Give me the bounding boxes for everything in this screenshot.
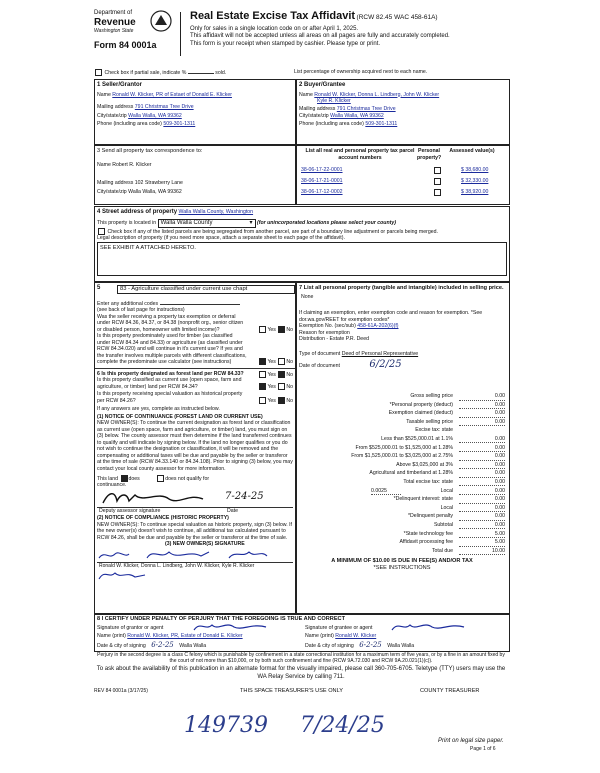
see-back-note: (see back of last page for instructions) xyxy=(97,307,185,313)
accessibility-notice: To ask about the availability of this publication in an alternate format for the visually impaired, please call 360-705-6705. Teletype (TTY) users may use the WA Relay Service by calling 711. xyxy=(96,666,506,680)
exemption-reason-label: Reason for exemption xyxy=(299,329,350,336)
does-label: does xyxy=(128,475,140,482)
grantor-name[interactable]: Ronald W. Klicker, PR, Estate of Donald E. Klicker xyxy=(127,633,243,639)
tech-fee-label: *State technology fee xyxy=(403,530,453,537)
tax-row-value[interactable]: 0.00 xyxy=(459,462,505,470)
assessor-signature-row xyxy=(95,489,295,507)
tax-row-label: Gross selling price xyxy=(410,393,453,399)
does-not-label: does not qualify for xyxy=(165,475,210,482)
grantee-date[interactable]: 6-2-25 xyxy=(359,641,382,649)
parcel-row xyxy=(301,167,505,174)
correspondence-section xyxy=(94,145,296,205)
receipt-number: 149739 xyxy=(184,713,268,738)
buyer-section xyxy=(296,79,510,145)
no-label: No xyxy=(286,397,293,404)
seller-city-label: City/state/zip xyxy=(97,112,127,119)
new-owner-signatures xyxy=(95,548,295,562)
delinq-interest-value[interactable]: 0.00 xyxy=(459,496,505,504)
tax-row-value[interactable]: 0.00 xyxy=(459,410,505,418)
parcel-col-header-3: Assessed value(s) xyxy=(449,148,495,154)
parcel-value[interactable]: $ 38,680.00 xyxy=(461,167,489,173)
local2-value[interactable]: 0.00 xyxy=(459,505,505,513)
exemption-intro: If claiming an exemption, enter exemption code and reason for exemption. *See dor.wa.gov/REET for exemption codes* xyxy=(299,310,483,323)
page-number: Page 1 of 6 xyxy=(470,746,496,752)
county-note: (for unincorporated locations please select your county) xyxy=(257,219,396,226)
seller-name[interactable]: Ronald W. Klicker, PR of Estaet of Donald E. Klicker xyxy=(112,91,232,98)
parcel-value[interactable]: $ 38,920.00 xyxy=(461,189,489,195)
correspondence-heading: 3 Send all property tax correspondence to: xyxy=(97,148,203,154)
buyer-city-label: City/state/zip xyxy=(299,113,329,119)
county-treasurer: COUNTY TREASURER xyxy=(420,688,480,694)
grantor-city[interactable]: Walla Walla xyxy=(179,643,207,649)
grantee-signature[interactable] xyxy=(390,621,470,632)
minimum-note: A MINIMUM OF $10.00 IS DUE IN FEE(S) AND/OR TAX xyxy=(331,558,473,565)
subtotal-value[interactable]: 0.00 xyxy=(459,522,505,530)
local2-row xyxy=(299,505,505,514)
grantee-city[interactable]: Walla Walla xyxy=(387,643,415,649)
grantee-name-label: Name (print) xyxy=(305,633,334,639)
historic-question: Is this property receiving special valuation as historical property per RCW 84.26? xyxy=(97,391,243,404)
subtotal-row xyxy=(299,522,505,531)
county-value: Walla Walla County xyxy=(160,219,213,226)
doc-type-label: Type of document xyxy=(299,350,341,357)
historic-yes-checkbox[interactable] xyxy=(259,397,266,404)
header-note1: Only for sales in a single location code on or after April 1, 2025. xyxy=(190,25,359,32)
tax-row xyxy=(299,462,505,471)
notice2-heading: (2) NOTICE OF COMPLIANCE (HISTORIC PROPERTY) xyxy=(97,515,229,522)
grantee-signature-label: Signature of grantee or agent xyxy=(305,625,373,631)
grantor-date-label: Date & city of signing xyxy=(97,643,146,649)
tax-row-value[interactable]: 0.00 xyxy=(459,419,505,427)
county-label: This property is located in xyxy=(97,219,157,226)
grantee-date-label: Date & city of signing xyxy=(305,643,354,649)
tax-row-value[interactable]: 0.00 xyxy=(459,445,505,453)
assessor-date: 7-24-25 xyxy=(225,490,264,502)
doc-date[interactable]: 6/2/25 xyxy=(369,359,402,371)
rev-number: REV 84 0001a (3/17/25) xyxy=(94,688,148,694)
assessor-signature-label: Deputy assessor signature xyxy=(99,507,161,514)
personal-property-checkbox[interactable] xyxy=(434,178,441,185)
chevron-down-icon: ▾ xyxy=(249,219,253,226)
certification-section xyxy=(94,614,510,652)
local2-label: Local xyxy=(440,504,453,511)
current-use-question: Is this property classified as current use (open space, farm and agriculture, or timber) land per RCW 84.34? xyxy=(97,377,242,390)
tax-row-label: Total excise tax: state xyxy=(403,478,453,485)
tax-row xyxy=(299,479,505,488)
legal-paper-note: Print on legal size paper. xyxy=(438,738,504,744)
tax-row-label: Exemption claimed (deduct) xyxy=(388,410,453,417)
buyer-name-1[interactable]: Ronald W. Klicker, Donna L. Lindberg, John W. Klicker xyxy=(314,91,440,98)
yes-label: Yes xyxy=(267,383,276,390)
proc-fee-row xyxy=(299,539,505,548)
header-divider xyxy=(180,12,181,56)
tax-row-value[interactable]: 0.00 xyxy=(459,470,505,478)
ownership-note: List percentage of ownership acquired next to each name. xyxy=(294,69,428,75)
form-rcw: (RCW 82.45 WAC 458-61A) xyxy=(356,14,438,21)
tax-row-label: Agricultural and timberland at 1.28% xyxy=(369,470,453,477)
timber-question: Is this property predominately used for timber (as classified under RCW 84.34 and 84.33) or agriculture (as classified under RCW 84.34.020) and will continue in it's current use? If yes and the transfer involves multiple parcels with different classifications, complete the predominate use calculator (see instructions) xyxy=(97,333,247,365)
seller-name-label: Name xyxy=(97,91,111,98)
header-note2: This affidavit will not be accepted unless all areas on all pages are fully and accurately completed. xyxy=(190,33,450,40)
notice1-heading: (1) NOTICE OF CONTINUANCE (FOREST LAND OR CURRENT USE) xyxy=(97,413,263,420)
delinq-penalty-label: *Delinquent penalty xyxy=(408,513,453,520)
assessor-signature[interactable] xyxy=(99,489,219,507)
doc-type[interactable]: Deed of Personal Representative xyxy=(341,350,419,357)
dept-logo xyxy=(94,10,154,34)
dept-line1: Department of xyxy=(94,10,133,16)
buyer-heading: 2 Buyer/Grantee xyxy=(299,82,346,88)
property-section xyxy=(94,206,510,282)
tax-row-value[interactable]: 0.00 xyxy=(459,393,505,401)
tax-row xyxy=(299,393,505,402)
buyer-phone[interactable]: 509-301-1311 xyxy=(365,120,398,127)
seller-heading: 1 Seller/Grantor xyxy=(97,82,143,88)
tech-fee-row xyxy=(299,531,505,540)
parcel-col-header-1: List all real and personal property tax parcel account numbers xyxy=(305,148,415,161)
yes-label: Yes xyxy=(267,397,276,404)
tax-row xyxy=(299,419,505,428)
current-use-yes-checkbox[interactable] xyxy=(259,383,266,390)
yes-label: Yes xyxy=(267,359,276,365)
no-label: No xyxy=(286,383,293,390)
stamp-date: 7/24/25 xyxy=(300,713,385,738)
tax-row-label: Above $3,025,000 at 3% xyxy=(396,461,453,468)
proc-fee-label: Affidavit processing fee xyxy=(399,539,453,546)
use-code-value: 83 - Agriculture classified under current use chapt xyxy=(120,286,248,292)
notice3-heading: (3) NEW OWNER(S) SIGNATURE xyxy=(165,541,245,548)
tax-row xyxy=(299,427,505,436)
logo-emblem xyxy=(150,10,172,32)
notice1-body: NEW OWNER(S): To continue the current designation as forest land or classification as current use (open space, farm and agriculture, or timber) land, you must sign on (3) below. The county assessor must then determine if the land transferred continues to qualify and will indicate by signing below. If the land no longer qualifies or you do not wish to continue the designation or classification, it will be removed and the compensating or additional taxes will be due and payable by the seller or transferor at the time of sale (RCW 84.33.140 or 84.34.108). Prior to signing (3) below, you may contact your local county assessor for more information. xyxy=(97,420,293,472)
tax-row-label: From $1,525,000.01 to $3,025,000 at 2.75% xyxy=(351,453,453,460)
seller-section xyxy=(94,79,296,145)
tax-row-value[interactable]: 0.00 xyxy=(459,479,505,487)
parcel-row xyxy=(301,189,505,196)
no-label: No xyxy=(286,371,293,378)
tax-row-value[interactable]: 0.00 xyxy=(459,402,505,410)
local-rate[interactable]: 0.0025 xyxy=(371,488,401,496)
buyer-mail[interactable]: 791 Christmas Tree Drive xyxy=(336,105,396,112)
tax-row xyxy=(299,402,505,411)
dept-line2: Revenue xyxy=(94,16,136,28)
does-not-qualify-checkbox[interactable] xyxy=(157,475,164,482)
seller-city[interactable]: Walla Walla, WA 99362 xyxy=(128,112,182,119)
parcel-row xyxy=(301,178,505,185)
street-address[interactable]: Walla Walla County, Washington xyxy=(178,209,254,215)
form-number: Form 84 0001a xyxy=(94,40,157,50)
grantor-signature[interactable] xyxy=(192,621,272,632)
buyer-name-2[interactable]: Kyle R. Klicker xyxy=(317,98,351,104)
assessor-date-label: Date xyxy=(227,507,238,514)
partial-sale-label: Check box if partial sale, indicate % xyxy=(104,69,187,76)
correspondence-city[interactable]: City/state/zip Walla Walla, WA 99362 xyxy=(97,188,182,195)
county-select[interactable] xyxy=(158,219,256,229)
treasurer-only: THIS SPACE TREASURER'S USE ONLY xyxy=(240,688,344,694)
tax-row-value[interactable]: 0.00 xyxy=(459,453,505,461)
legal-text: SEE EXHIBIT A ATTACHED HERETO. xyxy=(100,244,196,251)
tech-fee-value[interactable]: 5.00 xyxy=(459,531,505,539)
no-label: No xyxy=(286,359,293,365)
q2-yes-checkbox[interactable] xyxy=(259,358,266,365)
tax-row-label: Less than $525,000.01 at 1.1% xyxy=(381,435,453,442)
tax-row-label: *Personal property (deduct) xyxy=(389,401,453,408)
use-code-select[interactable] xyxy=(117,285,295,294)
buyer-name-label: Name xyxy=(299,91,313,98)
tax-row-label: Taxable selling price xyxy=(406,418,453,425)
tax-section xyxy=(296,282,510,614)
delinq-interest-label: *Delinquent interest: state xyxy=(393,496,453,503)
notice2-body: NEW OWNER(S): To continue special valuation as historic property, sign (3) below. If the new owner(s) doesn't wish to continue, all additional tax calculated pursuant to RCW 84.26, shall be due and payable by the seller or transferor at the time of sale. xyxy=(97,521,292,541)
partial-sale-suffix: sold. xyxy=(215,69,227,76)
any-yes-note: If any answers are yes, complete as instructed below. xyxy=(97,406,220,412)
additional-codes-label: Enter any additional codes xyxy=(97,300,159,307)
seller-mail-label: Mailing address xyxy=(97,104,134,110)
tax-row xyxy=(299,445,505,454)
forest-question: 6 Is this property designated as forest land per RCW 84.33? xyxy=(97,370,244,377)
historic-no-checkbox[interactable] xyxy=(278,397,285,404)
exemption-no-label: Exemption No. (sec/sub) xyxy=(299,323,356,330)
tax-row-label: Excise tax: state xyxy=(415,427,453,434)
does-qualify-checkbox[interactable] xyxy=(121,475,128,482)
tax-row xyxy=(299,453,505,462)
parcel-col-header-2: Personal property? xyxy=(417,148,442,161)
street-heading: 4 Street address of property xyxy=(97,209,178,215)
grantee-name[interactable]: Ronald W. Klicker xyxy=(335,633,377,639)
tax-row xyxy=(299,410,505,419)
exemption-no[interactable]: 458-61A-202(6)(f) xyxy=(357,323,399,330)
correspondence-name[interactable]: Name Robert R. Klicker xyxy=(97,161,152,168)
tax-row-label: From $525,000.01 to $1,525,000 at 1.28% xyxy=(355,444,453,451)
doc-date-label: Date of document xyxy=(299,363,340,370)
no-label: No xyxy=(286,326,293,333)
form-title-block xyxy=(190,10,530,48)
continuance-label: continuance. xyxy=(97,482,127,489)
correspondence-mail[interactable]: Mailing address 102 Strawberry Lane xyxy=(97,180,183,187)
parcel-number[interactable]: 38-06-17-21-0001 xyxy=(301,178,343,184)
subtotal-label: Subtotal xyxy=(433,521,453,528)
yes-label: Yes xyxy=(267,326,276,333)
grantor-date[interactable]: 6-2-25 xyxy=(151,641,174,649)
personal-property-none[interactable]: None xyxy=(301,293,314,300)
delinq-penalty-value[interactable]: 0.00 xyxy=(459,513,505,521)
section7-heading: 7 List all personal property (tangible and intangible) included in selling price. xyxy=(299,285,504,291)
local-tax-row xyxy=(299,488,505,497)
buyer-city[interactable]: Walla Walla, WA 99362 xyxy=(330,113,384,119)
current-use-no-checkbox[interactable] xyxy=(278,383,285,390)
q1-no-checkbox[interactable] xyxy=(278,326,285,333)
segregated-checkbox[interactable] xyxy=(98,228,105,235)
legal-description-box[interactable] xyxy=(97,242,507,276)
q1-yes-checkbox[interactable] xyxy=(259,326,266,333)
owner-signatures[interactable] xyxy=(97,548,293,562)
header-note3: This form is your receipt when stamped by cashier. Please type or print. xyxy=(190,40,381,47)
delinq-interest-row xyxy=(299,496,505,505)
see-instructions: *SEE INSTRUCTIONS xyxy=(373,565,431,572)
delinq-penalty-row xyxy=(299,513,505,522)
personal-property-checkbox[interactable] xyxy=(434,167,441,174)
total-row xyxy=(299,548,505,557)
total-label: Total due xyxy=(431,547,453,554)
tax-table xyxy=(299,393,505,572)
grantor-name-label: Name (print) xyxy=(97,633,126,639)
seller-mail[interactable]: 791 Christmas Tree Drive xyxy=(134,104,194,110)
legal-label: Legal description of property (if you need more space, attach a separate sheet to each page of the affidavit). xyxy=(97,235,345,242)
seller-phone-label: Phone (including area code) xyxy=(97,121,162,127)
extra-owner-signature-row xyxy=(95,569,295,581)
seller-phone[interactable]: 509-301-1311 xyxy=(163,121,196,127)
tax-row xyxy=(299,436,505,445)
dept-line3: Washington State xyxy=(94,27,134,34)
tax-row xyxy=(299,470,505,479)
segregated-label: Check box if any of the listed parcels are being segregated from another parcel, are part of a boundary line adjustment or parcels being merged. xyxy=(107,228,438,235)
buyer-mail-label: Mailing address xyxy=(299,105,336,112)
certification-heading: 8 I CERTIFY UNDER PENALTY OF PERJURY THAT THE FOREGOING IS TRUE AND CORRECT xyxy=(97,616,346,622)
q2-no-checkbox[interactable] xyxy=(278,358,285,365)
partial-sale-row xyxy=(94,69,534,76)
grantor-signature-label: Signature of grantor or agent xyxy=(97,625,164,631)
local-label: Local xyxy=(440,487,453,494)
use-section xyxy=(94,282,296,614)
parcel-number[interactable]: 38-06-17-12-0002 xyxy=(301,189,343,195)
personal-property-checkbox[interactable] xyxy=(434,189,441,196)
exemption-question: Was the seller receiving a property tax exemption or deferral under RCW 84.36, 84.37, or 84.38 (nonprofit org., senior citizen or disabled person, homeowner with limited income)? xyxy=(97,313,244,333)
form-title: Real Estate Excise Tax Affidavit xyxy=(190,10,356,22)
partial-sale-checkbox[interactable] xyxy=(95,69,102,76)
proc-fee-value[interactable]: 5.00 xyxy=(459,539,505,547)
owners-print: Ronald W. Klicker, Donna L. Lindberg, John W. Klicker, Kyle R. Klicker xyxy=(97,562,293,569)
owner-signature[interactable] xyxy=(97,569,157,581)
parcel-value[interactable]: $ 32,330.00 xyxy=(461,178,489,184)
parcel-number[interactable]: 38-06-17-22-0001 xyxy=(301,167,343,173)
perjury-notice: Perjury in the second degree is a class C felony which is punishable by confinement in a state correctional institution for a maximum term of five years, or by a fine in an amount fixed by the court of not more than $10,000, or by both such confinement and fine (RCW 9A.72.030 and RCW 9A.20.021(1)(c)). xyxy=(97,652,505,665)
this-land-label: This land xyxy=(97,475,119,482)
buyer-phone-label: Phone (including area code) xyxy=(299,120,364,127)
total-value[interactable]: 10.00 xyxy=(459,548,505,556)
section5-heading: 5 xyxy=(97,285,101,291)
parcel-section xyxy=(296,145,510,205)
yes-label: Yes xyxy=(267,371,276,378)
local-value[interactable]: 0.00 xyxy=(459,488,505,496)
tax-row-value[interactable]: 0.00 xyxy=(459,436,505,444)
exemption-reason[interactable]: Distribution - Estate P.R. Deed xyxy=(299,336,369,343)
